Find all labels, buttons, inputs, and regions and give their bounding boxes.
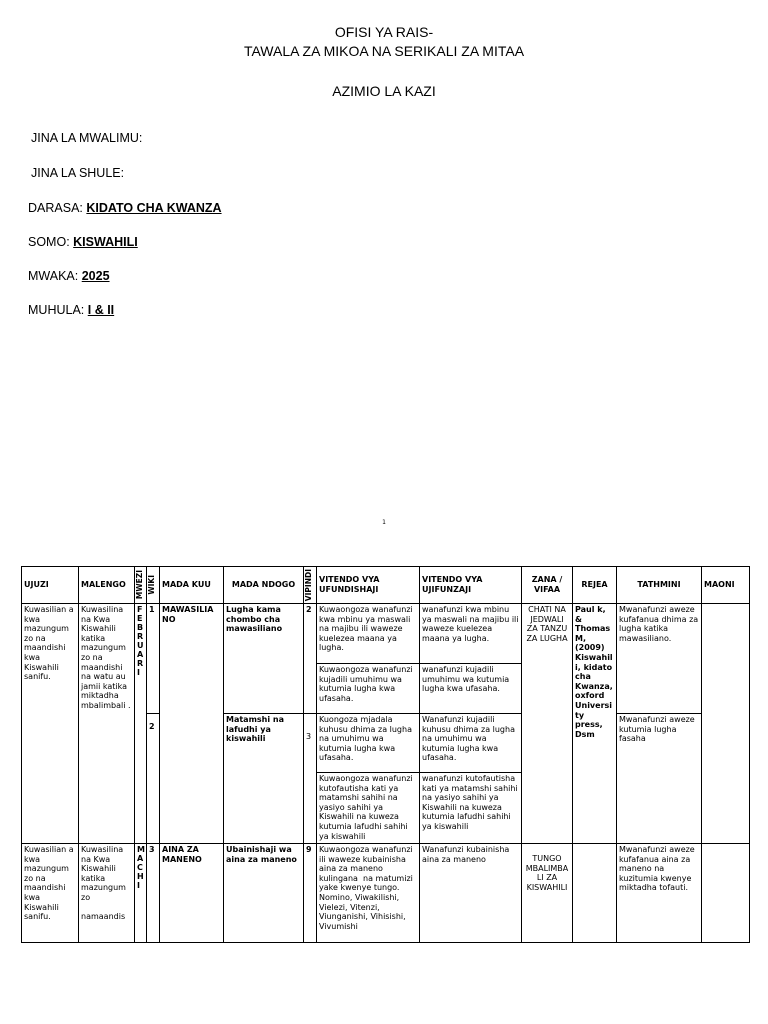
field-muhula-label: MUHULA: xyxy=(28,303,85,317)
field-mwaka-value: 2025 xyxy=(81,269,110,283)
col-ujifunzaji: VITENDO VYA UJIFUNZAJI xyxy=(420,567,522,604)
field-shule xyxy=(31,166,124,180)
cell-ujifunzaji: wanafunzi kutofautisha kati ya matamshi sahihi na yasiyo sahihi ya Kiswahili na kuweza kutumia lafudhi sahihi ya kiswahili xyxy=(420,773,522,844)
cell-tathmini: Mwanafunzi aweze kufafanua dhima za lugha katika mawasiliano. xyxy=(617,604,702,714)
cell-wiki: 3 xyxy=(147,844,160,943)
col-wiki-label: WIKI xyxy=(147,575,156,595)
cell-malengo: Kuwasilina na Kwa Kiswahili katika mazungum zo na maandishi na watu au jamii katika miktadha mbalimbali . xyxy=(79,604,135,844)
field-darasa-value: KIDATO CHA KWANZA xyxy=(86,201,222,215)
col-rejea: REJEA xyxy=(573,567,617,604)
col-mwezi xyxy=(135,567,147,604)
cell-tathmini: Mwanafunzi aweze kutumia lugha fasaha xyxy=(617,714,702,844)
scheme-of-work-table xyxy=(21,566,750,943)
cell-ufundishaji: Kuwaongoza wanafunzi kwa mbinu ya maswali na majibu ili waweze kuelezea maana ya lugha. xyxy=(317,604,420,664)
cell-ufundishaji: Kuwaongoza wanafunzi kutofautisha kati ya matamshi sahihi na yasiyo sahihi ya Kiswahili na kuweza kutumia lafudhi sahihi ya kiswahili xyxy=(317,773,420,844)
cell-vipindi: 9 xyxy=(304,844,317,943)
cell-ujifunzaji: wanafunzi kwa mbinu ya maswali na majibu ili waweze kuelezea maana ya lugha. xyxy=(420,604,522,664)
header-ministry: TAWALA ZA MIKOA NA SERIKALI ZA MITAA xyxy=(243,43,525,59)
col-mada-kuu: MADA KUU xyxy=(160,567,224,604)
field-darasa-label: DARASA: xyxy=(28,201,83,215)
page-number: 1 xyxy=(382,519,386,526)
col-maoni: MAONI xyxy=(702,567,750,604)
cell-rejea: Paul k, & Thomas M, (2009) Kiswahili, kidato cha Kwanza, oxford University press, Dsm xyxy=(573,604,617,844)
cell-mada-ndogo: Ubainishaji wa aina za maneno xyxy=(224,844,304,943)
header-office: OFISI YA RAIS- xyxy=(334,24,434,40)
col-zana: ZANA / VIFAA xyxy=(522,567,573,604)
cell-ujifunzaji: Wanafunzi kubainisha aina za maneno xyxy=(420,844,522,943)
field-somo-label: SOMO: xyxy=(28,235,70,249)
cell-ujuzi: Kuwasilian a kwa mazungum zo na maandishi kwa Kiswahili sanifu. xyxy=(22,844,79,943)
field-somo-value: KISWAHILI xyxy=(73,235,138,249)
table-row xyxy=(22,844,750,943)
cell-mada-ndogo: Lugha kama chombo cha mawasiliano xyxy=(224,604,304,714)
col-mada-ndogo: MADA NDOGO xyxy=(224,567,304,604)
field-muhula xyxy=(28,303,114,317)
field-mwalimu xyxy=(31,131,142,145)
cell-mada-kuu: AINA ZA MANENO xyxy=(160,844,224,943)
cell-ujifunzaji: wanafunzi kujadili umuhimu wa kutumia lugha kwa ufasaha. xyxy=(420,664,522,714)
table-header-row xyxy=(22,567,750,604)
table-row xyxy=(22,604,750,664)
col-wiki xyxy=(147,567,160,604)
cell-zana: TUNGO MBALIMBALI ZA KISWAHILI xyxy=(522,844,573,943)
cell-ufundishaji: Kuwaongoza wanafunzi ili waweze kubainisha aina za maneno kulingana na matumizi yake kwenye tungo. Nomino, Viwakilishi, Vielezi, Vitenzi, Viunganishi, Vihisishi, Vivumishi xyxy=(317,844,420,943)
cell-ufundishaji: Kuongoza mjadala kuhusu dhima za lugha na umuhimu wa kutumia lugha kwa ufasaha. xyxy=(317,714,420,773)
cell-vipindi: 3 xyxy=(304,714,317,844)
cell-mwezi xyxy=(135,604,147,844)
cell-maoni xyxy=(702,604,750,844)
field-shule-label: JINA LA SHULE: xyxy=(31,166,125,180)
col-ujuzi: UJUZI xyxy=(22,567,79,604)
cell-wiki: 2 xyxy=(147,714,160,844)
cell-mwezi-text: M A C H I xyxy=(137,845,145,890)
cell-ujifunzaji: Wanafunzi kujadili kuhusu dhima za lugha na umuhimu wa kutumia lugha kwa ufasaha. xyxy=(420,714,522,773)
cell-maoni xyxy=(702,844,750,943)
cell-mwezi-text: F E B R U A R I xyxy=(137,605,144,677)
col-vipindi xyxy=(304,567,317,604)
page-title: AZIMIO LA KAZI xyxy=(332,83,436,99)
cell-rejea xyxy=(573,844,617,943)
field-mwalimu-label: JINA LA MWALIMU: xyxy=(31,131,143,145)
cell-tathmini: Mwanafunzi aweze kufafanua aina za maneno na kuzitumia kwenye miktadha tofauti. xyxy=(617,844,702,943)
field-somo xyxy=(28,235,138,249)
col-ufundishaji: VITENDO VYA UFUNDISHAJI xyxy=(317,567,420,604)
cell-vipindi: 2 xyxy=(304,604,317,714)
field-mwaka xyxy=(28,269,110,283)
cell-ufundishaji: Kuwaongoza wanafunzi kujadili umuhimu wa kutumia lugha kwa ufasaha. xyxy=(317,664,420,714)
field-mwaka-label: MWAKA: xyxy=(28,269,79,283)
col-mwezi-label: MWEZI xyxy=(135,570,144,600)
col-malengo: MALENGO xyxy=(79,567,135,604)
cell-mada-kuu: MAWASILIA NO xyxy=(160,604,224,844)
field-muhula-value: I & II xyxy=(87,303,115,317)
cell-mwezi xyxy=(135,844,147,943)
cell-wiki: 1 xyxy=(147,604,160,714)
cell-ujuzi: Kuwasilian a kwa mazungum zo na maandishi kwa Kiswahili sanifu. xyxy=(22,604,79,844)
field-darasa xyxy=(28,201,222,215)
cell-malengo: Kuwasilina na Kwa Kiswahili katika mazungum zo namaandis xyxy=(79,844,135,943)
cell-zana: CHATI NA JEDWALI ZA TANZU ZA LUGHA xyxy=(522,604,573,844)
col-tathmini: TATHMINI xyxy=(617,567,702,604)
col-vipindi-label: VIPINDI xyxy=(304,568,313,602)
cell-mada-ndogo: Matamshi na lafudhi ya kiswahili xyxy=(224,714,304,844)
